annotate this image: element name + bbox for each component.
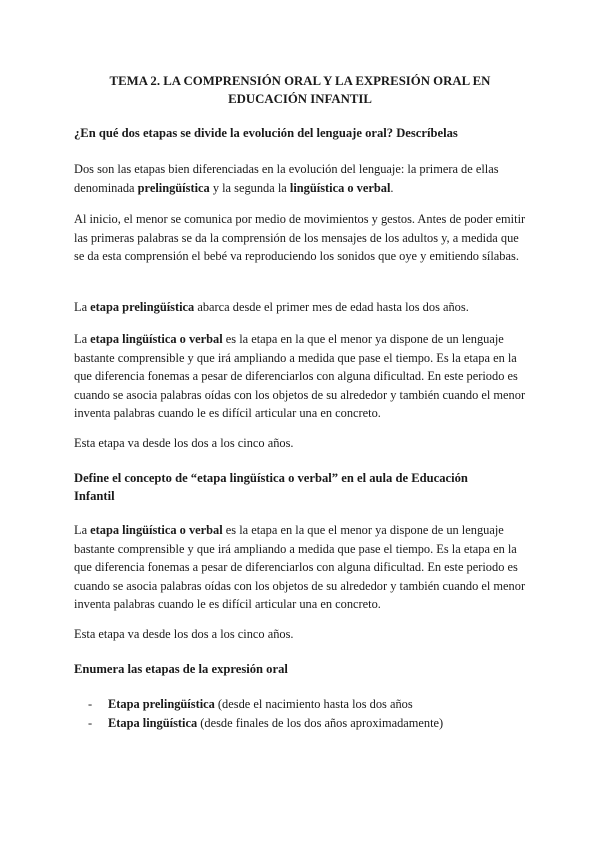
paragraph-3-text-a: La <box>74 300 91 314</box>
paragraph-6-bold: etapa lingüística o verbal <box>90 523 223 537</box>
paragraph-1-text-a: Dos son las etapas bien diferenciadas en la evolución del lenguaje: la primera de ellas denominada <box>74 162 499 195</box>
paragraph-5: Esta etapa va desde los dos a los cinco años. <box>74 436 294 450</box>
paragraph-2: Al inicio, el menor se comunica por medio de movimientos y gestos. Antes de poder emitir las primeras palabras se da la comprensión de los mensajes de los adultos y, a medida que se da esta comprensión el bebé va reproduciendo los sonidos que oye y emitiendo sílabas. <box>74 212 526 263</box>
stages-list <box>74 695 530 732</box>
paragraph-1-bold-b: lingüística o verbal <box>289 180 391 195</box>
list-item-text: (desde finales de los dos años aproximadamente) <box>197 715 444 730</box>
list-item <box>74 714 530 733</box>
paragraph-6 <box>74 521 530 614</box>
paragraph-1 <box>74 160 530 197</box>
paragraph-6-text-b: es la etapa en la que el menor ya dispone de un lenguaje bastante comprensible y que irá ampliando a medida que pase el tiempo. Es la etapa en la que diferencia fonemas a pesar de diferenciarlos con alguna dificultad. En este periodo es cuando se asocia palabras oídas con los objetos de su alrededor y también cuando el menor inventa palabras cuando le es difícil articular una en concreto. <box>74 523 526 611</box>
paragraph-4-bold: etapa lingüística o verbal <box>90 332 223 346</box>
list-bullet: - <box>88 715 93 730</box>
list-item-text: (desde el nacimiento hasta los dos años <box>214 697 413 711</box>
list-item-bold: Etapa lingüística <box>108 715 198 730</box>
paragraph-1-text-c: . <box>390 180 394 195</box>
question-2 <box>74 469 524 505</box>
paragraph-6-text-a: La <box>74 523 91 537</box>
paragraph-3-bold: etapa prelingüística <box>90 300 195 314</box>
paragraph-1-text-b: y la segunda la <box>209 180 290 195</box>
document-title <box>70 72 530 108</box>
list-item-bold: Etapa prelingüística <box>108 697 215 711</box>
paragraph-4-text-a: La <box>74 332 91 346</box>
title-line-2: EDUCACIÓN INFANTIL <box>228 92 372 106</box>
paragraph-4-text-b: es la etapa en la que el menor ya dispone de un lenguaje bastante comprensible y que irá ampliando a medida que pase el tiempo. Es la etapa en la que diferencia fonemas a pesar de diferenciarlos con alguna dificultad. En este periodo es cuando se asocia palabras oídas con los objetos de su alrededor y también cuando el menor inventa palabras cuando le es difícil articular una en concreto. <box>74 332 526 420</box>
paragraph-3-text-b: abarca desde el primer mes de edad hasta los dos años. <box>194 300 469 314</box>
title-line-1: TEMA 2. LA COMPRENSIÓN ORAL Y LA EXPRESIÓN ORAL EN <box>109 74 491 88</box>
paragraph-1-bold-a: prelingüística <box>137 180 210 195</box>
question-2-line-2: Infantil <box>74 489 115 503</box>
paragraph-3 <box>74 298 530 317</box>
paragraph-7: Esta etapa va desde los dos a los cinco años. <box>74 627 294 641</box>
list-item <box>74 695 530 714</box>
question-1: ¿En qué dos etapas se divide la evolución del lenguaje oral? Descríbelas <box>74 126 458 140</box>
question-3: Enumera las etapas de la expresión oral <box>74 662 288 676</box>
list-bullet: - <box>88 697 93 711</box>
paragraph-4 <box>74 330 530 423</box>
question-2-line-1: Define el concepto de “etapa lingüística o verbal” en el aula de Educación <box>74 471 468 485</box>
